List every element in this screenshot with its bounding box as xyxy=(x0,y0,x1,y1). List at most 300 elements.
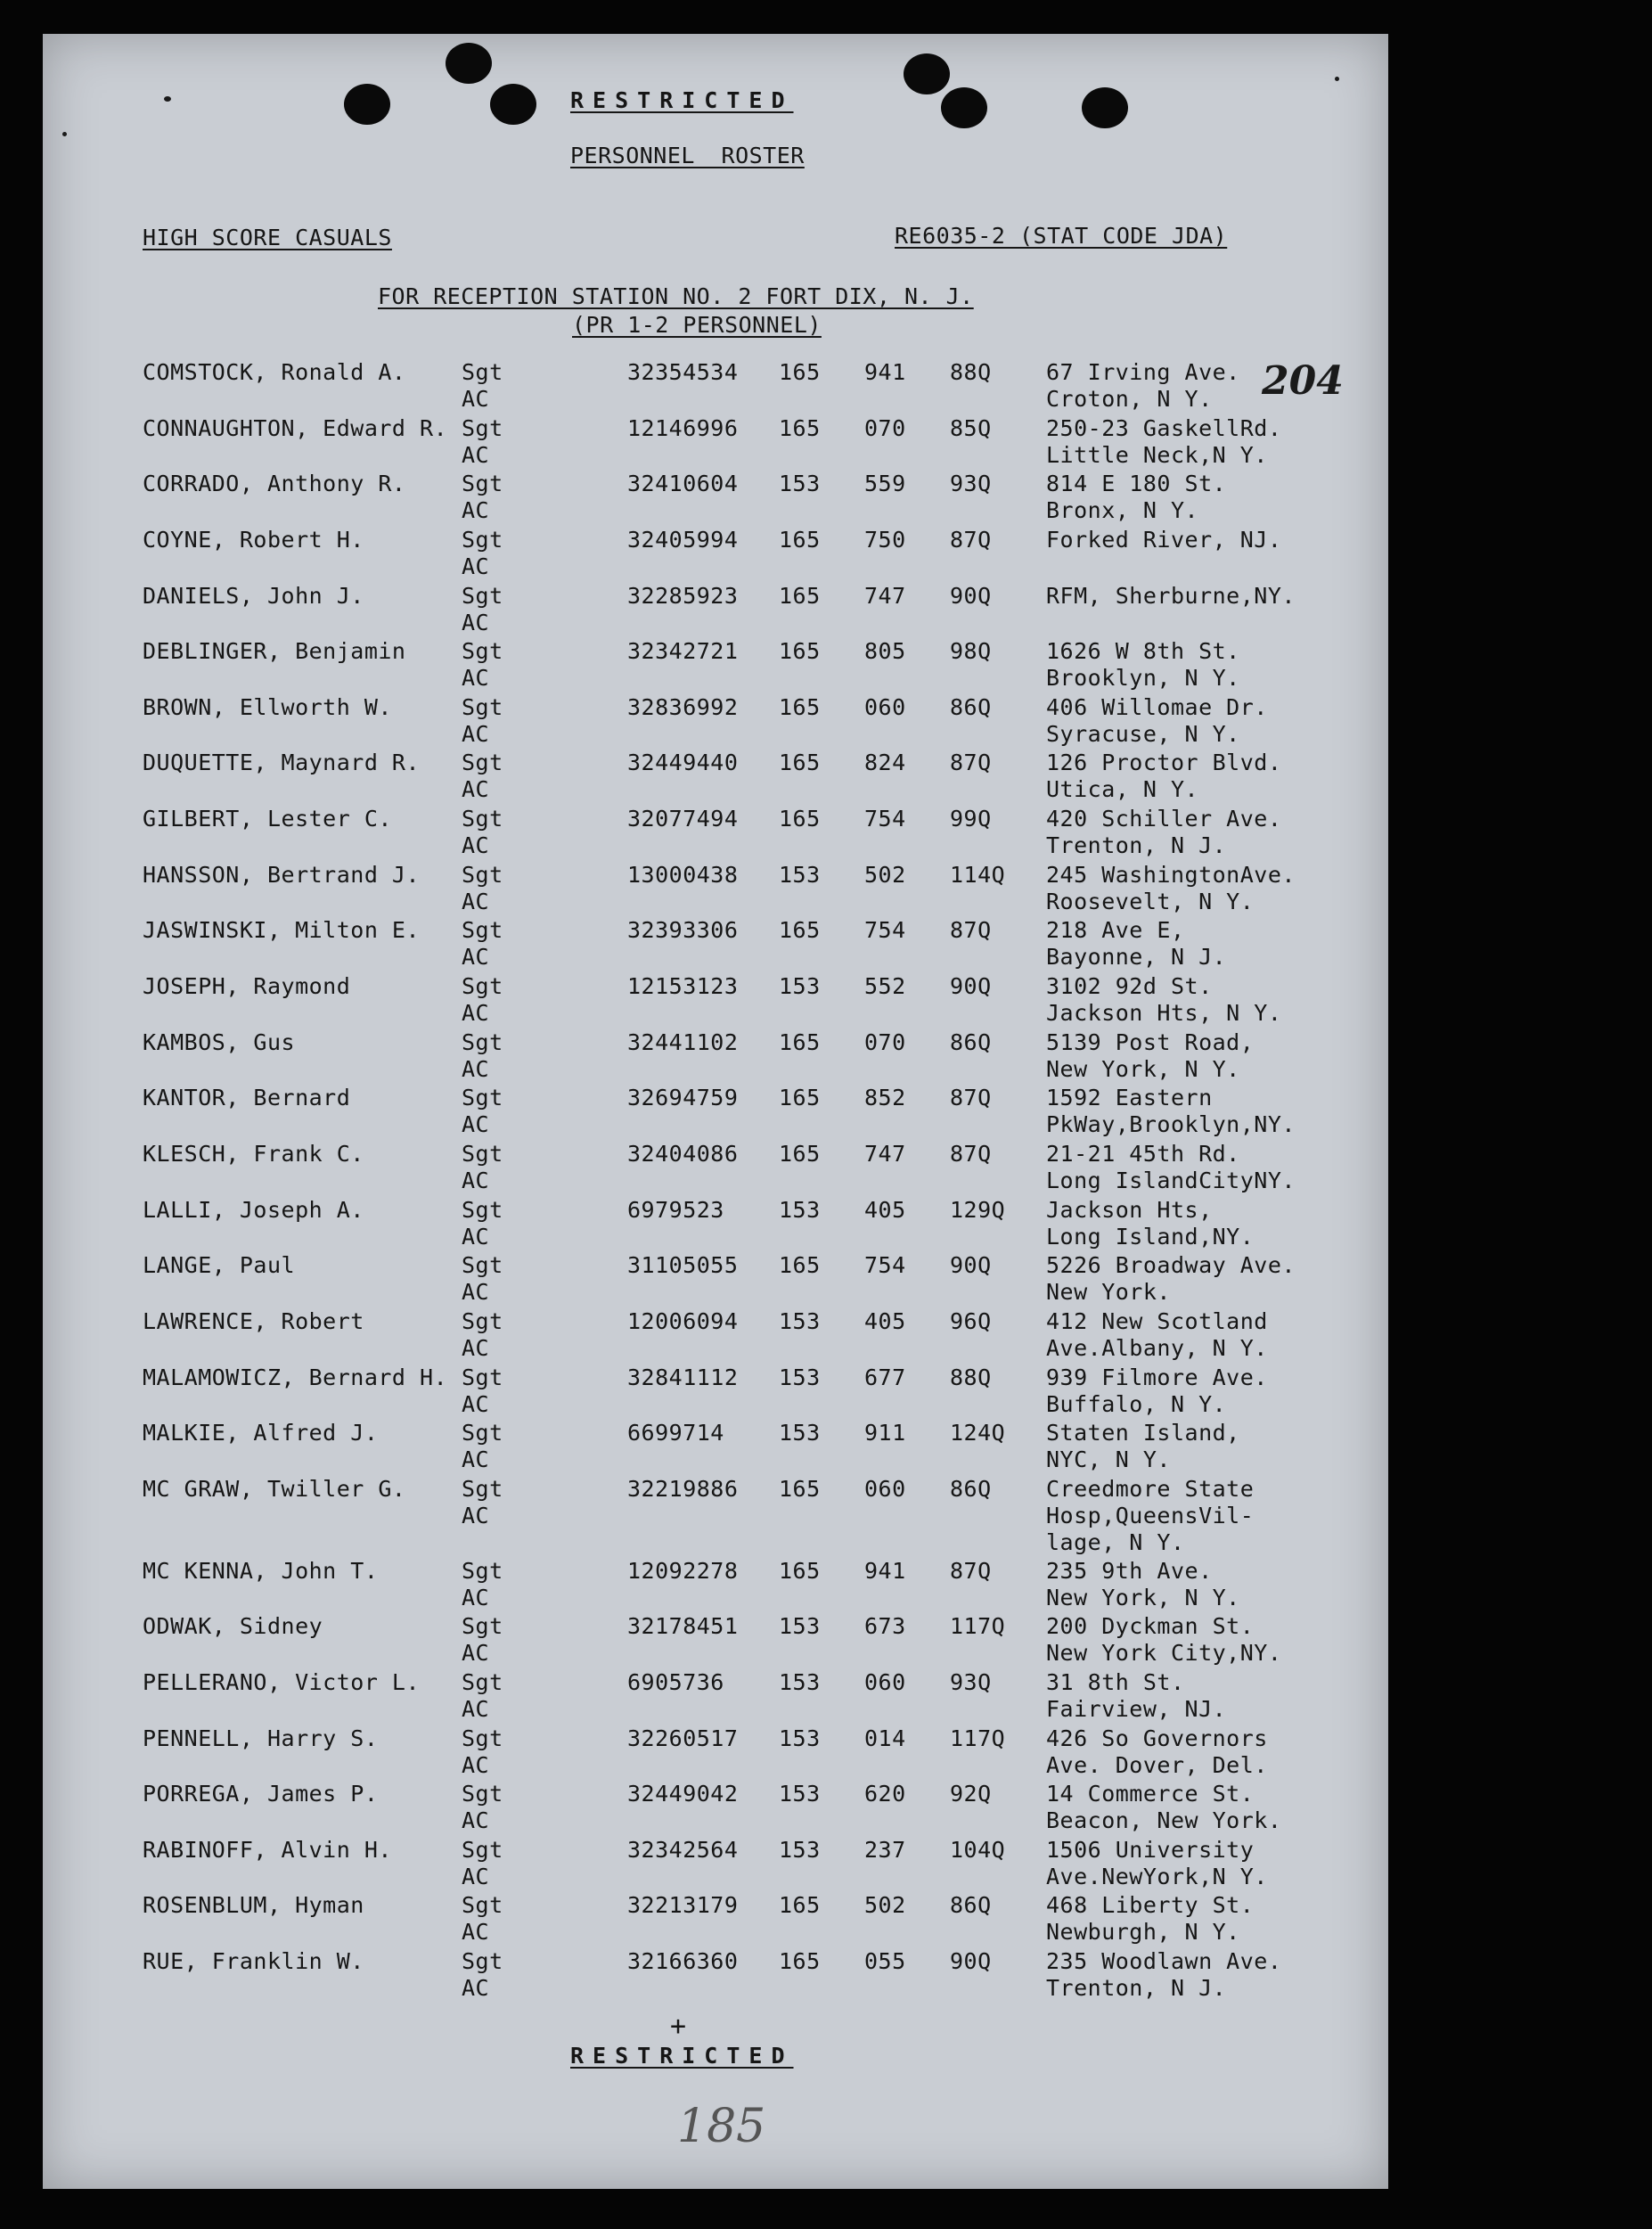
person-name: JOSEPH, Raymond xyxy=(143,973,351,999)
serial-number: 12006094 xyxy=(627,1308,739,1334)
code-cell: 153 xyxy=(779,1669,821,1695)
code-cell: 165 xyxy=(779,806,821,832)
specialty-code-cell: 060 xyxy=(864,1476,906,1502)
serial-number: 32077494 xyxy=(627,806,739,832)
address-line: 426 So Governors xyxy=(1046,1725,1268,1751)
branch-cell: AC xyxy=(462,1224,490,1250)
rank-cell: Sgt xyxy=(462,1085,503,1110)
specialty-code-cell: 673 xyxy=(864,1613,906,1639)
address-line: 245 WashingtonAve. xyxy=(1046,862,1296,888)
code-cell: 153 xyxy=(779,1781,821,1807)
destination-heading: FOR RECEPTION STATION NO. 2 FORT DIX, N. J. xyxy=(378,283,974,309)
code-cell: 165 xyxy=(779,917,821,943)
specialty-code-cell: 754 xyxy=(864,1252,906,1278)
address-line: New York. xyxy=(1046,1279,1171,1305)
score-cell: 87Q xyxy=(950,917,992,943)
serial-number: 32260517 xyxy=(627,1725,739,1751)
address-line: Croton, N Y. xyxy=(1046,386,1213,412)
branch-cell: AC xyxy=(462,1279,490,1305)
person-name: LAWRENCE, Robert xyxy=(143,1308,364,1334)
address-line: 468 Liberty St. xyxy=(1046,1892,1255,1918)
branch-cell: AC xyxy=(462,1056,490,1082)
score-cell: 124Q xyxy=(950,1420,1006,1446)
score-cell: 90Q xyxy=(950,973,992,999)
rank-cell: Sgt xyxy=(462,1364,503,1390)
address-line: 126 Proctor Blvd. xyxy=(1046,750,1282,775)
specialty-code-cell: 405 xyxy=(864,1197,906,1223)
address-line: New York, N Y. xyxy=(1046,1585,1240,1610)
specialty-code-cell: 805 xyxy=(864,638,906,664)
serial-number: 6979523 xyxy=(627,1197,724,1223)
serial-number: 31105055 xyxy=(627,1252,739,1278)
address-line: 420 Schiller Ave. xyxy=(1046,806,1282,832)
specialty-code-cell: 852 xyxy=(864,1085,906,1110)
code-cell: 165 xyxy=(779,1029,821,1055)
person-name: ROSENBLUM, Hyman xyxy=(143,1892,364,1918)
specialty-code-cell: 677 xyxy=(864,1364,906,1390)
code-cell: 165 xyxy=(779,1141,821,1167)
score-cell: 129Q xyxy=(950,1197,1006,1223)
score-cell: 85Q xyxy=(950,415,992,441)
address-line: 1626 W 8th St. xyxy=(1046,638,1240,664)
specialty-code-cell: 060 xyxy=(864,1669,906,1695)
score-cell: 88Q xyxy=(950,359,992,385)
person-name: DEBLINGER, Benjamin xyxy=(143,638,406,664)
person-name: CONNAUGHTON, Edward R. xyxy=(143,415,448,441)
score-cell: 86Q xyxy=(950,1029,992,1055)
specialty-code-cell: 552 xyxy=(864,973,906,999)
ink-speck xyxy=(1335,77,1339,81)
person-name: COMSTOCK, Ronald A. xyxy=(143,359,406,385)
code-cell: 153 xyxy=(779,1725,821,1751)
specialty-code-cell: 014 xyxy=(864,1725,906,1751)
ink-speck xyxy=(62,132,67,136)
person-name: LALLI, Joseph A. xyxy=(143,1197,364,1223)
branch-cell: AC xyxy=(462,1752,490,1778)
code-cell: 153 xyxy=(779,1613,821,1639)
specialty-code-cell: 754 xyxy=(864,917,906,943)
branch-cell: AC xyxy=(462,497,490,523)
code-cell: 165 xyxy=(779,1948,821,1974)
score-cell: 117Q xyxy=(950,1725,1006,1751)
branch-cell: AC xyxy=(462,1168,490,1193)
code-cell: 165 xyxy=(779,1085,821,1110)
address-line: 200 Dyckman St. xyxy=(1046,1613,1255,1639)
table-row xyxy=(43,1085,1388,1142)
specialty-code-cell: 060 xyxy=(864,694,906,720)
address-line: Jackson Hts, N Y. xyxy=(1046,1000,1282,1026)
address-line: 67 Irving Ave. xyxy=(1046,359,1240,385)
address-line: 406 Willomae Dr. xyxy=(1046,694,1268,720)
punch-hole xyxy=(344,84,390,125)
document-title: PERSONNEL ROSTER xyxy=(570,143,805,168)
table-row xyxy=(43,1420,1388,1477)
branch-cell: AC xyxy=(462,1696,490,1722)
specialty-code-cell: 824 xyxy=(864,750,906,775)
punch-hole xyxy=(446,43,492,84)
address-line: Trenton, N J. xyxy=(1046,1975,1227,2001)
table-row xyxy=(43,1669,1388,1726)
score-cell: 86Q xyxy=(950,1892,992,1918)
branch-cell: AC xyxy=(462,1335,490,1361)
address-line: Beacon, New York. xyxy=(1046,1807,1282,1833)
code-cell: 165 xyxy=(779,1892,821,1918)
serial-number: 32166360 xyxy=(627,1948,739,1974)
score-cell: 88Q xyxy=(950,1364,992,1390)
person-name: JASWINSKI, Milton E. xyxy=(143,917,421,943)
rank-cell: Sgt xyxy=(462,1252,503,1278)
address-line: Ave.NewYork,N Y. xyxy=(1046,1864,1268,1889)
address-line: RFM, Sherburne,NY. xyxy=(1046,583,1296,609)
serial-number: 32342721 xyxy=(627,638,739,664)
branch-cell: AC xyxy=(462,1640,490,1666)
serial-number: 32285923 xyxy=(627,583,739,609)
specialty-code-cell: 559 xyxy=(864,471,906,496)
address-line: Forked River, NJ. xyxy=(1046,527,1282,553)
serial-number: 32354534 xyxy=(627,359,739,385)
serial-number: 32393306 xyxy=(627,917,739,943)
address-line: 814 E 180 St. xyxy=(1046,471,1227,496)
score-cell: 114Q xyxy=(950,862,1006,888)
specialty-code-cell: 070 xyxy=(864,1029,906,1055)
code-cell: 165 xyxy=(779,750,821,775)
bottom-restricted-marking: RESTRICTED xyxy=(570,2043,794,2069)
branch-cell: AC xyxy=(462,1919,490,1945)
code-cell: 153 xyxy=(779,1420,821,1446)
address-line: Buffalo, N Y. xyxy=(1046,1391,1227,1417)
specialty-code-cell: 941 xyxy=(864,1558,906,1584)
branch-cell: AC xyxy=(462,1807,490,1833)
table-row xyxy=(43,862,1388,919)
person-name: ODWAK, Sidney xyxy=(143,1613,323,1639)
address-line: 235 9th Ave. xyxy=(1046,1558,1213,1584)
code-cell: 165 xyxy=(779,527,821,553)
address-line: 1506 University xyxy=(1046,1837,1255,1863)
table-row xyxy=(43,359,1388,416)
rank-cell: Sgt xyxy=(462,1558,503,1584)
code-cell: 153 xyxy=(779,1837,821,1863)
serial-number: 32342564 xyxy=(627,1837,739,1863)
table-row xyxy=(43,806,1388,863)
punch-hole xyxy=(490,84,536,125)
table-row xyxy=(43,1141,1388,1198)
rank-cell: Sgt xyxy=(462,1420,503,1446)
branch-cell: AC xyxy=(462,889,490,914)
sub-heading: (PR 1-2 PERSONNEL) xyxy=(572,312,822,338)
branch-cell: AC xyxy=(462,721,490,747)
address-line: 14 Commerce St. xyxy=(1046,1781,1255,1807)
specialty-code-cell: 747 xyxy=(864,583,906,609)
code-cell: 165 xyxy=(779,1252,821,1278)
table-row xyxy=(43,1029,1388,1086)
code-cell: 165 xyxy=(779,1558,821,1584)
address-line: 5226 Broadway Ave. xyxy=(1046,1252,1296,1278)
person-name: GILBERT, Lester C. xyxy=(143,806,392,832)
rank-cell: Sgt xyxy=(462,1948,503,1974)
table-row xyxy=(43,1613,1388,1670)
serial-number: 6699714 xyxy=(627,1420,724,1446)
person-name: HANSSON, Bertrand J. xyxy=(143,862,421,888)
rank-cell: Sgt xyxy=(462,1781,503,1807)
address-line: Utica, N Y. xyxy=(1046,776,1199,802)
handwritten-page-number: 204 xyxy=(1262,358,1344,404)
address-line: NYC, N Y. xyxy=(1046,1446,1171,1472)
scribble-mark: + xyxy=(670,2011,687,2042)
specialty-code-cell: 941 xyxy=(864,359,906,385)
person-name: MC KENNA, John T. xyxy=(143,1558,379,1584)
person-name: PENNELL, Harry S. xyxy=(143,1725,379,1751)
branch-cell: AC xyxy=(462,610,490,635)
code-cell: 153 xyxy=(779,1308,821,1334)
address-line: Hosp,QueensVil- xyxy=(1046,1503,1255,1528)
code-cell: 153 xyxy=(779,973,821,999)
branch-cell: AC xyxy=(462,1503,490,1528)
punch-hole xyxy=(904,53,950,94)
specialty-code-cell: 055 xyxy=(864,1948,906,1974)
score-cell: 87Q xyxy=(950,1558,992,1584)
address-line: PkWay,Brooklyn,NY. xyxy=(1046,1111,1296,1137)
rank-cell: Sgt xyxy=(462,1725,503,1751)
address-line: Jackson Hts, xyxy=(1046,1197,1213,1223)
top-restricted-marking: RESTRICTED xyxy=(570,87,794,113)
rank-cell: Sgt xyxy=(462,1197,503,1223)
score-cell: 96Q xyxy=(950,1308,992,1334)
rank-cell: Sgt xyxy=(462,1476,503,1502)
serial-number: 32841112 xyxy=(627,1364,739,1390)
address-line: 235 Woodlawn Ave. xyxy=(1046,1948,1282,1974)
person-name: KAMBOS, Gus xyxy=(143,1029,296,1055)
serial-number: 6905736 xyxy=(627,1669,724,1695)
table-row xyxy=(43,583,1388,640)
address-line: lage, N Y. xyxy=(1046,1529,1185,1555)
specialty-code-cell: 747 xyxy=(864,1141,906,1167)
serial-number: 32449042 xyxy=(627,1781,739,1807)
score-cell: 90Q xyxy=(950,1948,992,1974)
rank-cell: Sgt xyxy=(462,973,503,999)
person-name: COYNE, Robert H. xyxy=(143,527,364,553)
person-name: MALKIE, Alfred J. xyxy=(143,1420,379,1446)
rank-cell: Sgt xyxy=(462,694,503,720)
table-row xyxy=(43,1948,1388,2005)
address-line: 412 New Scotland xyxy=(1046,1308,1268,1334)
score-cell: 93Q xyxy=(950,1669,992,1695)
branch-cell: AC xyxy=(462,1111,490,1137)
specialty-code-cell: 237 xyxy=(864,1837,906,1863)
table-row xyxy=(43,1197,1388,1254)
score-cell: 92Q xyxy=(950,1781,992,1807)
address-line: Staten Island, xyxy=(1046,1420,1240,1446)
specialty-code-cell: 620 xyxy=(864,1781,906,1807)
rank-cell: Sgt xyxy=(462,1141,503,1167)
person-name: MALAMOWICZ, Bernard H. xyxy=(143,1364,448,1390)
address-line: New York, N Y. xyxy=(1046,1056,1240,1082)
serial-number: 12092278 xyxy=(627,1558,739,1584)
handwritten-footer-number: 185 xyxy=(677,2100,766,2153)
table-row xyxy=(43,1252,1388,1309)
code-cell: 165 xyxy=(779,638,821,664)
serial-number: 32219886 xyxy=(627,1476,739,1502)
address-line: Long IslandCityNY. xyxy=(1046,1168,1296,1193)
rank-cell: Sgt xyxy=(462,415,503,441)
serial-number: 12146996 xyxy=(627,415,739,441)
person-name: PELLERANO, Victor L. xyxy=(143,1669,421,1695)
branch-cell: AC xyxy=(462,944,490,970)
table-row xyxy=(43,1364,1388,1422)
address-line: Ave. Dover, Del. xyxy=(1046,1752,1268,1778)
score-cell: 90Q xyxy=(950,583,992,609)
person-name: KLESCH, Frank C. xyxy=(143,1141,364,1167)
rank-cell: Sgt xyxy=(462,1669,503,1695)
table-row xyxy=(43,638,1388,695)
specialty-code-cell: 750 xyxy=(864,527,906,553)
code-cell: 153 xyxy=(779,471,821,496)
rank-cell: Sgt xyxy=(462,1892,503,1918)
address-line: Long Island,NY. xyxy=(1046,1224,1255,1250)
specialty-code-cell: 911 xyxy=(864,1420,906,1446)
branch-cell: AC xyxy=(462,665,490,691)
address-line: 3102 92d St. xyxy=(1046,973,1213,999)
person-name: PORREGA, James P. xyxy=(143,1781,379,1807)
serial-number: 32449440 xyxy=(627,750,739,775)
address-line: Syracuse, N Y. xyxy=(1046,721,1240,747)
rank-cell: Sgt xyxy=(462,359,503,385)
unit-name: HIGH SCORE CASUALS xyxy=(143,225,392,250)
serial-number: 32178451 xyxy=(627,1613,739,1639)
address-line: Little Neck,N Y. xyxy=(1046,442,1268,468)
address-line: Fairview, NJ. xyxy=(1046,1696,1227,1722)
rank-cell: Sgt xyxy=(462,527,503,553)
score-cell: 86Q xyxy=(950,1476,992,1502)
serial-number: 32405994 xyxy=(627,527,739,553)
address-line: Roosevelt, N Y. xyxy=(1046,889,1255,914)
score-cell: 90Q xyxy=(950,1252,992,1278)
table-row xyxy=(43,1476,1388,1555)
address-line: 218 Ave E, xyxy=(1046,917,1185,943)
branch-cell: AC xyxy=(462,832,490,858)
table-row xyxy=(43,917,1388,974)
code-cell: 165 xyxy=(779,694,821,720)
punch-hole xyxy=(1082,87,1128,128)
serial-number: 32441102 xyxy=(627,1029,739,1055)
code-cell: 153 xyxy=(779,1197,821,1223)
table-row xyxy=(43,1558,1388,1615)
serial-number: 12153123 xyxy=(627,973,739,999)
roster-page xyxy=(43,34,1388,2189)
branch-cell: AC xyxy=(462,776,490,802)
rank-cell: Sgt xyxy=(462,806,503,832)
address-line: 1592 Eastern xyxy=(1046,1085,1213,1110)
address-line: 250-23 GaskellRd. xyxy=(1046,415,1282,441)
table-row xyxy=(43,694,1388,751)
branch-cell: AC xyxy=(462,553,490,579)
table-row xyxy=(43,1308,1388,1365)
branch-cell: AC xyxy=(462,1585,490,1610)
serial-number: 32694759 xyxy=(627,1085,739,1110)
rank-cell: Sgt xyxy=(462,583,503,609)
rank-cell: Sgt xyxy=(462,1613,503,1639)
code-cell: 153 xyxy=(779,862,821,888)
score-cell: 87Q xyxy=(950,750,992,775)
code-cell: 165 xyxy=(779,415,821,441)
table-row xyxy=(43,1837,1388,1894)
specialty-code-cell: 405 xyxy=(864,1308,906,1334)
person-name: BROWN, Ellworth W. xyxy=(143,694,392,720)
address-line: New York City,NY. xyxy=(1046,1640,1282,1666)
rank-cell: Sgt xyxy=(462,471,503,496)
address-line: Newburgh, N Y. xyxy=(1046,1919,1240,1945)
branch-cell: AC xyxy=(462,1000,490,1026)
serial-number: 32213179 xyxy=(627,1892,739,1918)
rank-cell: Sgt xyxy=(462,638,503,664)
branch-cell: AC xyxy=(462,1975,490,2001)
score-cell: 87Q xyxy=(950,1141,992,1167)
specialty-code-cell: 070 xyxy=(864,415,906,441)
branch-cell: AC xyxy=(462,386,490,412)
table-row xyxy=(43,1781,1388,1838)
code-cell: 165 xyxy=(779,359,821,385)
table-row xyxy=(43,415,1388,472)
ink-speck xyxy=(164,96,171,102)
branch-cell: AC xyxy=(462,442,490,468)
rank-cell: Sgt xyxy=(462,1837,503,1863)
branch-cell: AC xyxy=(462,1391,490,1417)
address-line: 939 Filmore Ave. xyxy=(1046,1364,1268,1390)
code-cell: 153 xyxy=(779,1364,821,1390)
address-line: 5139 Post Road, xyxy=(1046,1029,1255,1055)
code-cell: 165 xyxy=(779,1476,821,1502)
person-name: LANGE, Paul xyxy=(143,1252,296,1278)
person-name: DANIELS, John J. xyxy=(143,583,364,609)
table-row xyxy=(43,750,1388,807)
rank-cell: Sgt xyxy=(462,1308,503,1334)
code-cell: 165 xyxy=(779,583,821,609)
score-cell: 117Q xyxy=(950,1613,1006,1639)
address-line: Trenton, N J. xyxy=(1046,832,1227,858)
branch-cell: AC xyxy=(462,1864,490,1889)
address-line: Bayonne, N J. xyxy=(1046,944,1227,970)
score-cell: 99Q xyxy=(950,806,992,832)
reference-code: RE6035-2 (STAT CODE JDA) xyxy=(895,223,1228,249)
score-cell: 87Q xyxy=(950,527,992,553)
serial-number: 13000438 xyxy=(627,862,739,888)
score-cell: 93Q xyxy=(950,471,992,496)
person-name: CORRADO, Anthony R. xyxy=(143,471,406,496)
table-row xyxy=(43,1725,1388,1782)
address-line: Bronx, N Y. xyxy=(1046,497,1199,523)
score-cell: 98Q xyxy=(950,638,992,664)
rank-cell: Sgt xyxy=(462,917,503,943)
score-cell: 87Q xyxy=(950,1085,992,1110)
table-row xyxy=(43,471,1388,528)
person-name: RUE, Franklin W. xyxy=(143,1948,364,1974)
punch-hole xyxy=(941,87,987,128)
table-row xyxy=(43,1892,1388,1949)
score-cell: 104Q xyxy=(950,1837,1006,1863)
score-cell: 86Q xyxy=(950,694,992,720)
serial-number: 32836992 xyxy=(627,694,739,720)
person-name: KANTOR, Bernard xyxy=(143,1085,351,1110)
rank-cell: Sgt xyxy=(462,862,503,888)
serial-number: 32404086 xyxy=(627,1141,739,1167)
specialty-code-cell: 502 xyxy=(864,1892,906,1918)
address-line: Brooklyn, N Y. xyxy=(1046,665,1240,691)
serial-number: 32410604 xyxy=(627,471,739,496)
address-line: Ave.Albany, N Y. xyxy=(1046,1335,1268,1361)
person-name: DUQUETTE, Maynard R. xyxy=(143,750,421,775)
address-line: 21-21 45th Rd. xyxy=(1046,1141,1240,1167)
rank-cell: Sgt xyxy=(462,1029,503,1055)
specialty-code-cell: 502 xyxy=(864,862,906,888)
